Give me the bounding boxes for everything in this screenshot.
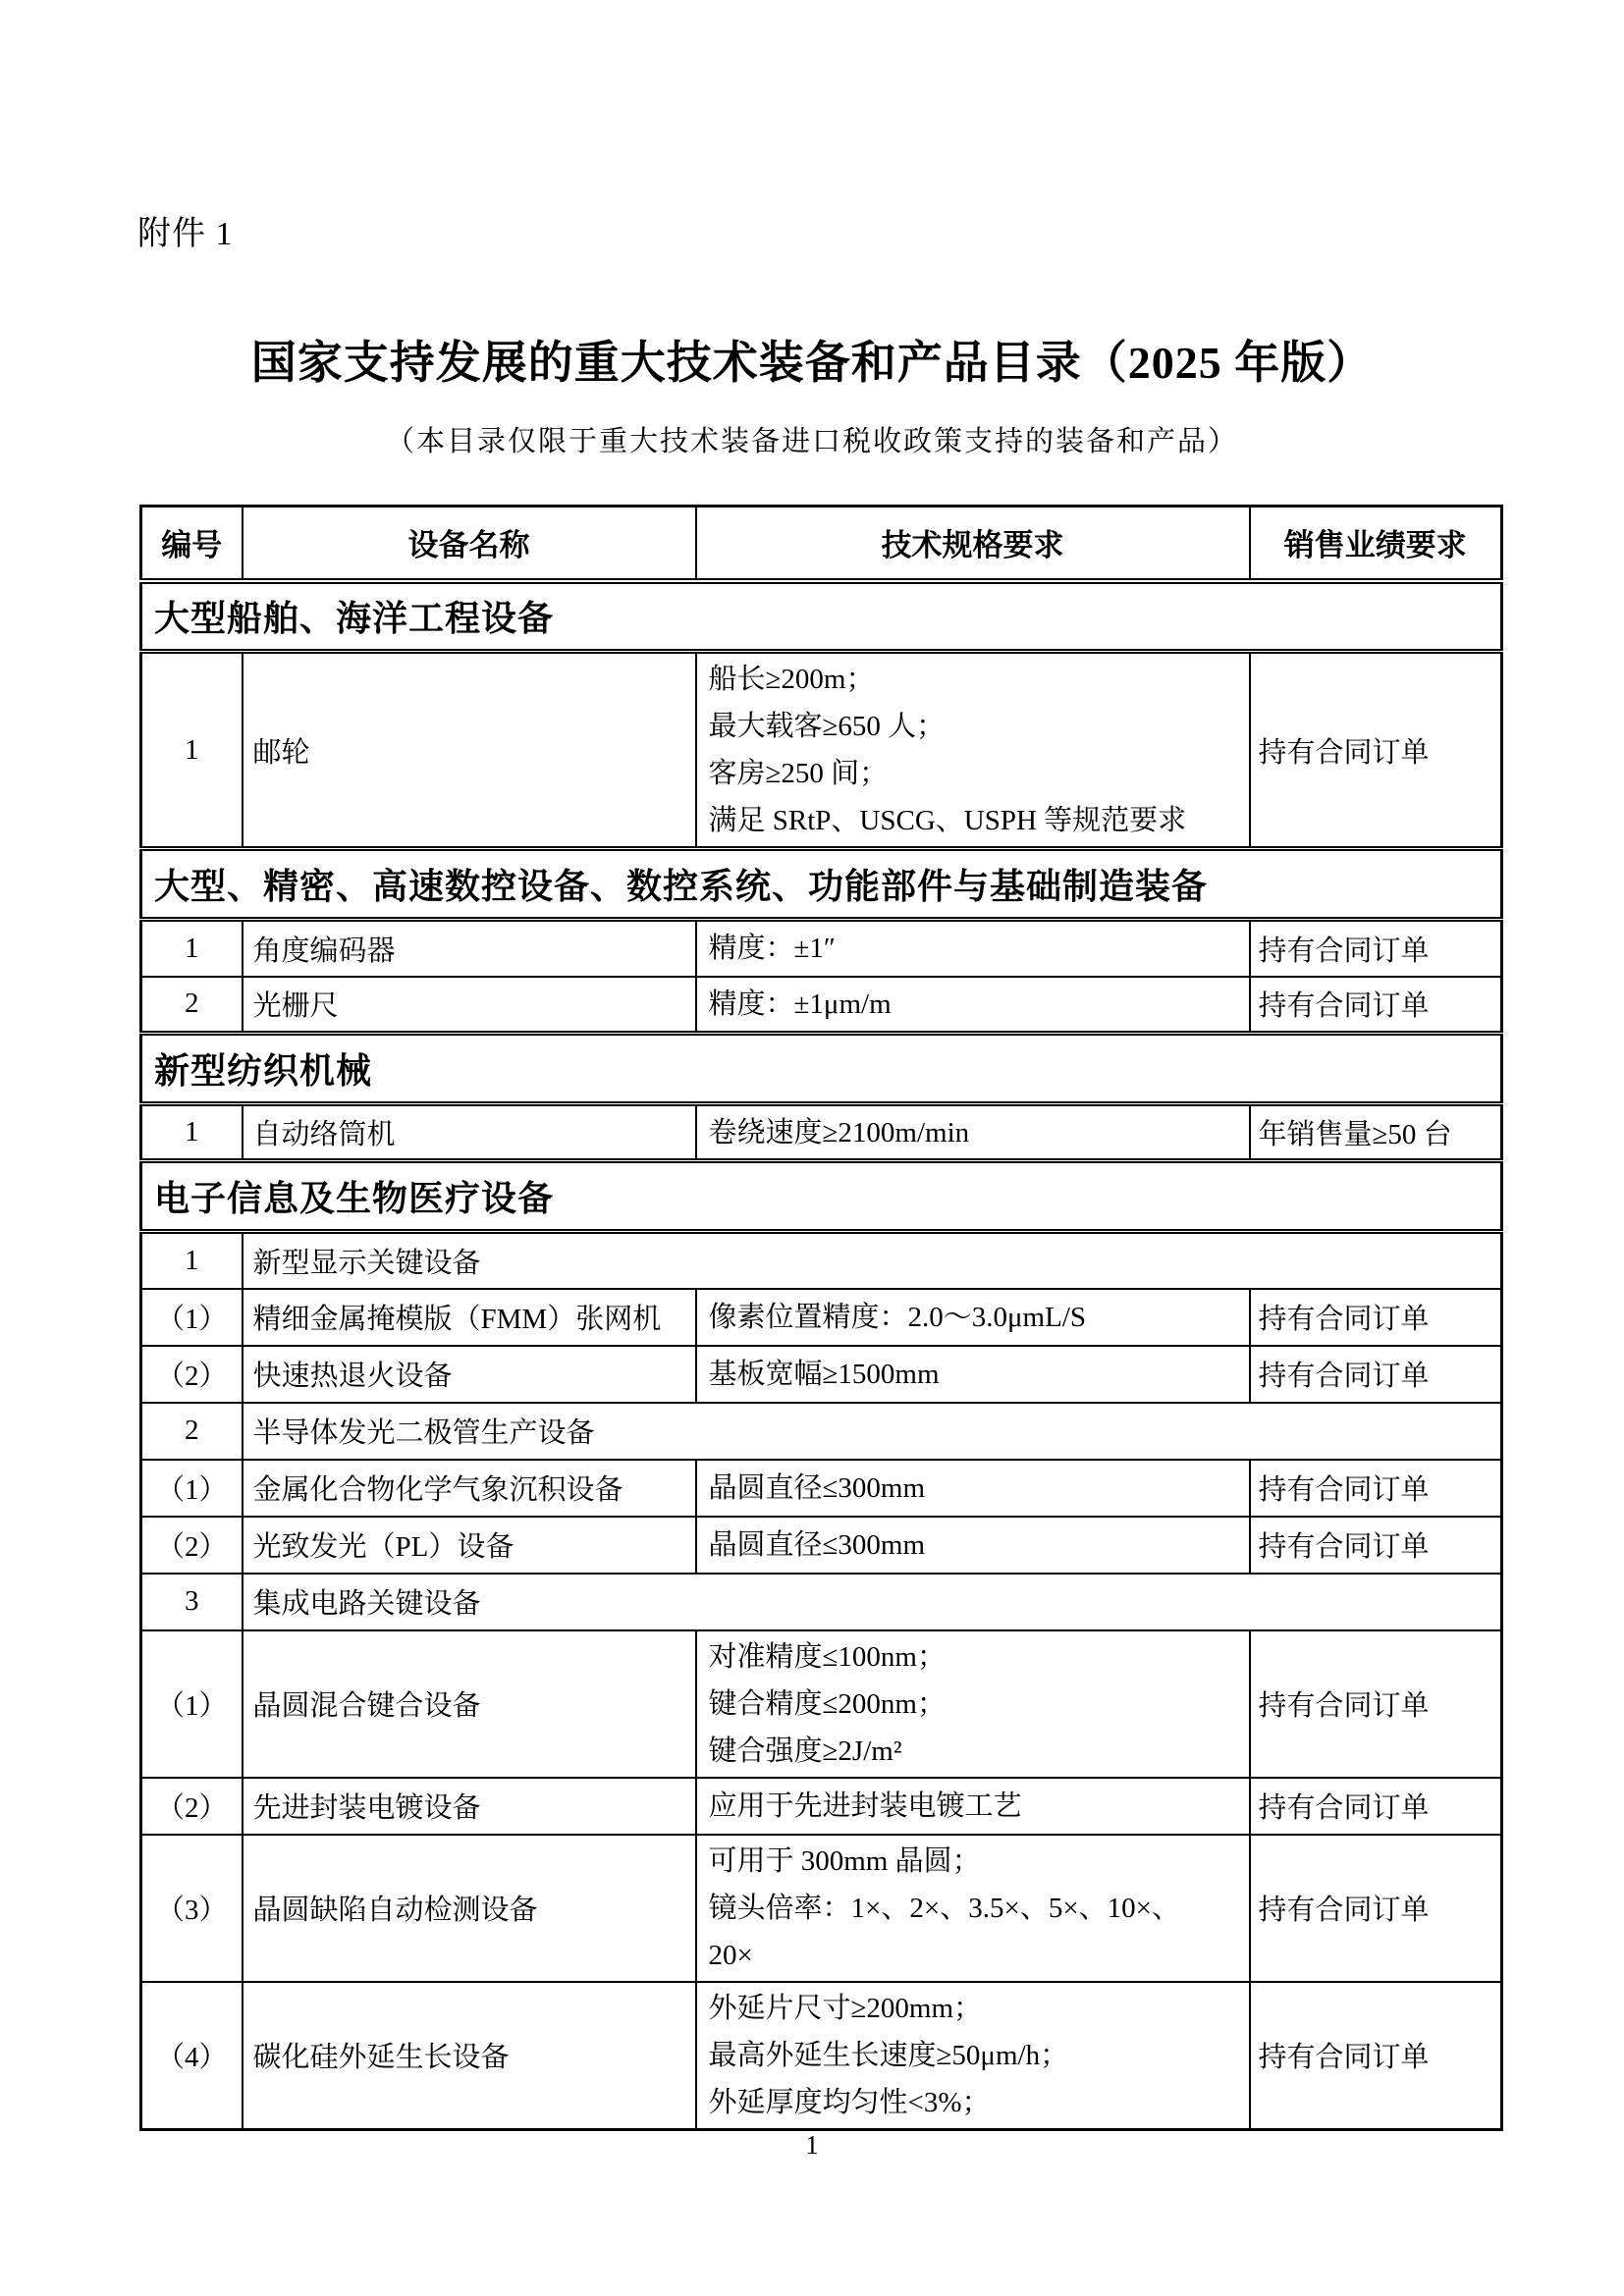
equipment-name: 邮轮 — [243, 652, 696, 849]
row-number: 1 — [141, 1232, 243, 1289]
row-number: 3 — [141, 1574, 243, 1630]
sales-requirement: 持有合同订单 — [1250, 1346, 1502, 1403]
equipment-name: 碳化硅外延生长设备 — [243, 1982, 696, 2130]
tech-spec — [696, 920, 1250, 977]
tech-spec — [696, 1517, 1250, 1574]
tech-spec — [696, 1982, 1250, 2130]
row-number: 1 — [141, 920, 243, 977]
equipment-name: 半导体发光二极管生产设备 — [243, 1403, 1502, 1460]
section-title: 新型纺织机械 — [141, 1034, 1502, 1104]
sales-requirement: 持有合同订单 — [1250, 652, 1502, 849]
row-number: 1 — [141, 652, 243, 849]
table-row — [141, 1778, 1502, 1835]
equipment-name: 先进封装电镀设备 — [243, 1778, 696, 1835]
column-header: 技术规格要求 — [696, 507, 1250, 581]
table-row — [141, 1232, 1502, 1289]
sales-requirement: 持有合同订单 — [1250, 1630, 1502, 1778]
row-number: （1） — [141, 1289, 243, 1346]
table-row — [141, 920, 1502, 977]
spec-line: 满足 SRtP、USCG、USPH 等规范要求 — [708, 805, 1187, 836]
table-row — [141, 1982, 1502, 2130]
equipment-name: 角度编码器 — [243, 920, 696, 977]
tech-spec — [696, 1460, 1250, 1517]
row-number: （2） — [141, 1778, 243, 1835]
page-title: 国家支持发展的重大技术装备和产品目录（2025 年版） — [250, 338, 1374, 388]
spec-line: 对准精度≤100nm； — [708, 1640, 946, 1673]
row-number: （3） — [141, 1835, 243, 1982]
tech-spec — [696, 1835, 1250, 1982]
tech-spec — [696, 652, 1250, 849]
spec-line: 晶圆直径≤300mm — [708, 1471, 926, 1504]
spec-line: 精度：±1μm/m — [708, 988, 892, 1020]
equipment-name: 晶圆混合键合设备 — [243, 1630, 696, 1778]
row-number: （4） — [141, 1982, 243, 2130]
column-header: 销售业绩要求 — [1250, 507, 1502, 581]
equipment-name: 金属化合物化学气象沉积设备 — [243, 1460, 696, 1517]
sales-requirement: 持有合同订单 — [1250, 920, 1502, 977]
table-row — [141, 1104, 1502, 1161]
spec-line: 精度：±1″ — [708, 933, 836, 965]
tech-spec — [696, 1778, 1250, 1835]
table-header-row — [141, 507, 1502, 581]
table-row — [141, 652, 1502, 849]
catalog-table — [139, 505, 1503, 2131]
table-row — [141, 1403, 1502, 1460]
column-header: 设备名称 — [243, 507, 696, 581]
column-header: 编号 — [141, 507, 243, 581]
table-row — [141, 977, 1502, 1034]
row-number: （2） — [141, 1346, 243, 1403]
row-number: 2 — [141, 977, 243, 1034]
spec-line: 客房≥250 间； — [708, 758, 889, 789]
spec-line: 外延厚度均匀性<3%； — [708, 2086, 991, 2118]
tech-spec — [696, 1104, 1250, 1161]
section-title: 大型船舶、海洋工程设备 — [141, 581, 1502, 652]
table-row — [141, 1460, 1502, 1517]
spec-line: 最高外延生长速度≥50μm/h； — [708, 2039, 1069, 2071]
equipment-name: 快速热退火设备 — [243, 1346, 696, 1403]
row-number: 1 — [141, 1104, 243, 1161]
attachment-label: 附件 1 — [137, 216, 234, 252]
spec-line: 基板宽幅≥1500mm — [708, 1358, 940, 1390]
tech-spec — [696, 1630, 1250, 1778]
section-row — [141, 1161, 1502, 1232]
section-row — [141, 581, 1502, 652]
row-number: （2） — [141, 1517, 243, 1574]
spec-line: 晶圆直径≤300mm — [708, 1528, 926, 1561]
section-row — [141, 1034, 1502, 1104]
table-row — [141, 1630, 1502, 1778]
sales-requirement: 持有合同订单 — [1250, 977, 1502, 1034]
tech-spec — [696, 1289, 1250, 1346]
spec-line: 可用于 300mm 晶圆； — [708, 1844, 981, 1877]
section-title: 大型、精密、高速数控设备、数控系统、功能部件与基础制造装备 — [141, 849, 1502, 920]
spec-line: 船长≥200m； — [708, 664, 875, 695]
spec-line: 镜头倍率：1×、2×、3.5×、5×、10×、 — [708, 1892, 1181, 1924]
sales-requirement: 持有合同订单 — [1250, 1517, 1502, 1574]
spec-line: 像素位置精度：2.0～3.0μmL/S — [708, 1301, 1087, 1333]
row-number: （1） — [141, 1460, 243, 1517]
sales-requirement: 持有合同订单 — [1250, 1460, 1502, 1517]
equipment-name: 晶圆缺陷自动检测设备 — [243, 1835, 696, 1982]
equipment-name: 自动络筒机 — [243, 1104, 696, 1161]
spec-line: 20× — [708, 1939, 753, 1971]
page-number: 1 — [805, 2130, 819, 2160]
table-row — [141, 1289, 1502, 1346]
spec-line: 外延片尺寸≥200mm； — [708, 1992, 983, 2024]
equipment-name: 光致发光（PL）设备 — [243, 1517, 696, 1574]
sales-requirement: 年销售量≥50 台 — [1250, 1104, 1502, 1161]
table-row — [141, 1835, 1502, 1982]
table-row — [141, 1346, 1502, 1403]
spec-line: 键合精度≤200nm； — [708, 1687, 946, 1720]
equipment-name: 光栅尺 — [243, 977, 696, 1034]
tech-spec — [696, 1346, 1250, 1403]
table-row — [141, 1574, 1502, 1630]
section-row — [141, 849, 1502, 920]
section-title: 电子信息及生物医疗设备 — [141, 1161, 1502, 1232]
sales-requirement: 持有合同订单 — [1250, 1289, 1502, 1346]
sales-requirement: 持有合同订单 — [1250, 1982, 1502, 2130]
equipment-name: 精细金属掩模版（FMM）张网机 — [243, 1289, 696, 1346]
spec-line: 应用于先进封装电镀工艺 — [708, 1789, 1022, 1822]
row-number: 2 — [141, 1403, 243, 1460]
sales-requirement: 持有合同订单 — [1250, 1778, 1502, 1835]
equipment-name: 集成电路关键设备 — [243, 1574, 1502, 1630]
page-subtitle: （本目录仅限于重大技术装备进口税收政策支持的装备和产品） — [385, 426, 1238, 457]
spec-line: 最大载客≥650 人； — [708, 711, 946, 742]
row-number: （1） — [141, 1630, 243, 1778]
tech-spec — [696, 977, 1250, 1034]
table-row — [141, 1517, 1502, 1574]
spec-line: 卷绕速度≥2100m/min — [708, 1116, 970, 1148]
spec-line: 键合强度≥2J/m² — [708, 1735, 902, 1767]
equipment-name: 新型显示关键设备 — [243, 1232, 1502, 1289]
sales-requirement: 持有合同订单 — [1250, 1835, 1502, 1982]
